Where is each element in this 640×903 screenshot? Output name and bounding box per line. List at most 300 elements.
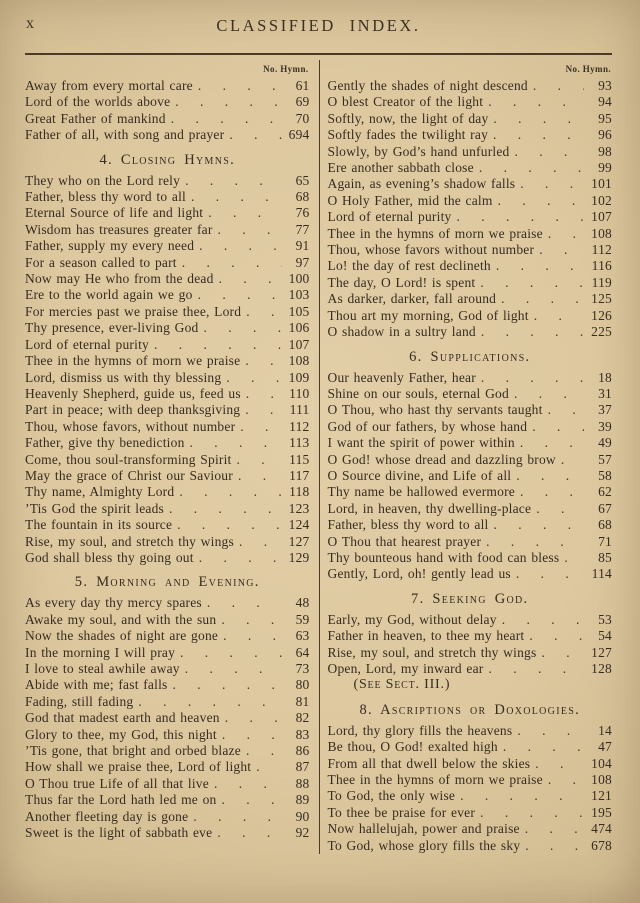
hymn-number: 678 — [591, 837, 612, 853]
dot-leader — [517, 723, 584, 739]
dot-leader — [226, 370, 281, 386]
hymn-number: 71 — [598, 533, 612, 549]
index-entry — [328, 517, 613, 533]
hymn-title: Now may He who from the dead — [25, 271, 214, 287]
dot-leader — [245, 353, 281, 369]
hymn-number: 108 — [591, 772, 612, 788]
dot-leader — [494, 517, 585, 533]
hymn-number: 113 — [289, 435, 310, 451]
hymn-number: 93 — [598, 78, 612, 93]
index-entry — [25, 595, 310, 611]
hymn-number: 95 — [598, 110, 612, 126]
hymn-number: 82 — [295, 710, 310, 726]
hymn-number: 73 — [295, 661, 310, 676]
hymn-number: 94 — [598, 94, 612, 110]
hymn-title: Rise, my soul, and stretch thy wings — [25, 533, 234, 549]
dot-leader — [237, 452, 282, 468]
index-entry — [25, 287, 310, 303]
dot-leader — [221, 612, 281, 628]
dot-leader — [229, 127, 281, 143]
dot-leader — [486, 534, 584, 550]
index-entry — [25, 255, 310, 271]
hymn-number: 694 — [288, 127, 310, 143]
index-entry — [328, 226, 613, 242]
index-entry — [328, 838, 613, 854]
hymn-title: Father in heaven, to thee my heart — [327, 628, 525, 644]
hymn-number: 107 — [288, 336, 310, 352]
index-entry — [25, 452, 310, 468]
dot-leader — [246, 304, 281, 320]
hymn-number: 76 — [295, 205, 310, 221]
hymn-title: Gently, Lord, oh! gently lead us — [327, 566, 511, 582]
index-entry — [25, 94, 310, 110]
hymn-number: 117 — [289, 467, 310, 483]
hymn-title: Part in peace; with deep thanksgiving — [25, 402, 241, 418]
hymn-number: 88 — [295, 775, 310, 791]
hymn-title: May the grace of Christ our Saviour — [25, 467, 233, 483]
index-entry — [25, 402, 310, 418]
hymn-number: 99 — [598, 160, 612, 176]
hymn-number: 195 — [591, 804, 612, 820]
hymn-title: Thou art my morning, God of light — [327, 307, 529, 323]
hymn-number: 128 — [591, 661, 612, 676]
dot-leader — [503, 739, 584, 755]
index-entry — [328, 324, 613, 340]
dot-leader — [541, 645, 584, 661]
index-entry — [25, 534, 310, 550]
hymn-title: Eternal Source of life and light — [25, 205, 204, 221]
index-entry — [328, 484, 613, 500]
dot-leader — [154, 337, 282, 353]
dot-leader — [534, 308, 584, 324]
index-entry — [25, 271, 310, 287]
dot-leader — [203, 320, 281, 336]
hymn-number: 118 — [289, 484, 310, 500]
hymn-title: O Thou, who hast thy servants taught — [327, 402, 543, 418]
hymn-title: O Holy Father, mid the calm — [327, 192, 493, 208]
index-entry — [328, 419, 613, 435]
dot-leader — [199, 550, 282, 566]
page-title: CLASSIFIED INDEX. — [216, 16, 421, 35]
hymn-number: 106 — [288, 320, 310, 336]
hymn-number: 81 — [295, 693, 310, 709]
dot-leader — [179, 484, 281, 500]
index-entry — [25, 825, 310, 841]
hymn-title: Thy name be hallowed evermore — [327, 484, 515, 500]
dot-leader — [240, 419, 281, 435]
hymn-number: 69 — [295, 94, 310, 110]
index-entry — [25, 694, 310, 710]
index-entry — [328, 308, 613, 324]
index-entry — [25, 661, 310, 677]
index-entry — [25, 111, 310, 127]
index-entry — [328, 242, 613, 258]
dot-leader — [548, 772, 584, 788]
hymn-title: I want the spirit of power within — [327, 435, 515, 451]
dot-leader — [191, 189, 282, 205]
column-header-left: No. Hymn. — [263, 64, 309, 74]
hymn-title: Now hallelujah, power and praise — [327, 821, 520, 837]
dot-leader — [198, 287, 282, 303]
hymn-number: 47 — [598, 739, 612, 755]
index-entry — [328, 127, 613, 143]
index-entry — [25, 776, 310, 792]
dot-leader — [535, 756, 584, 772]
hymn-number: 116 — [591, 258, 612, 274]
index-entry — [328, 452, 613, 468]
dot-leader — [493, 111, 584, 127]
dot-leader — [502, 612, 584, 628]
hymn-number: 90 — [295, 808, 310, 824]
hymn-number: 31 — [598, 385, 612, 401]
index-entry — [25, 809, 310, 825]
hymn-number: 97 — [295, 254, 310, 270]
hymn-number: 127 — [591, 644, 612, 660]
hymn-number: 68 — [295, 189, 310, 205]
dot-leader — [169, 501, 281, 517]
dot-leader — [256, 759, 281, 775]
hymn-title: Thee in the hymns of morn we praise — [327, 225, 543, 241]
dot-leader — [516, 566, 584, 582]
index-entry — [25, 677, 310, 693]
hymn-title: Away from every mortal care — [25, 78, 193, 93]
hymn-title: Now the shades of night are gone — [25, 628, 219, 644]
hymn-number: 85 — [598, 549, 612, 565]
hymn-title: Slowly, by God’s hand unfurled — [327, 143, 510, 159]
hymn-title: Lord of eternal purity — [327, 209, 452, 225]
dot-leader — [498, 193, 584, 209]
dot-leader — [529, 628, 584, 644]
page-number: x — [26, 15, 34, 32]
index-entry — [25, 320, 310, 336]
hymn-number: 89 — [295, 792, 310, 808]
index-entry — [328, 501, 613, 517]
index-entry — [328, 821, 613, 837]
hymn-title: Our heavenly Father, hear — [327, 369, 476, 385]
dot-leader — [180, 645, 281, 661]
dot-leader — [493, 127, 584, 143]
index-entry — [25, 759, 310, 775]
hymn-title: For mercies past we praise thee, Lord — [25, 303, 242, 319]
index-entry — [328, 435, 613, 451]
hymn-title: Father, supply my every need — [25, 238, 195, 254]
index-entry — [25, 468, 310, 484]
hymn-number: 96 — [598, 127, 612, 143]
hymn-number: 18 — [598, 369, 612, 385]
hymn-number: 91 — [295, 238, 310, 254]
hymn-number: 77 — [295, 221, 310, 237]
hymn-title: Be thou, O God! exalted high — [327, 739, 498, 755]
hymn-title: Lord, dismiss us with thy blessing — [25, 369, 222, 385]
hymn-title: Thou, whose favors without number — [327, 242, 535, 258]
hymn-number: 125 — [591, 291, 612, 307]
hymn-title: Another fleeting day is gone — [25, 808, 189, 824]
hymn-title: I love to steal awhile away — [25, 661, 180, 676]
hymn-title: Glory to thee, my God, this night — [25, 726, 217, 742]
hymn-number: 103 — [288, 287, 310, 303]
hymn-number: 111 — [289, 402, 310, 418]
hymn-number: 86 — [295, 743, 310, 759]
hymn-title: Fading, still fading — [25, 693, 134, 709]
cross-reference-note: (See Sect. III.) — [353, 677, 451, 693]
hymn-title: ’Tis gone, that bright and orbed blaze — [25, 743, 241, 759]
hymn-title: Gently the shades of night descend — [327, 78, 528, 93]
dot-leader — [207, 595, 282, 611]
hymn-title: O shadow in a sultry land — [327, 324, 476, 340]
dot-leader — [193, 809, 281, 825]
dot-leader — [239, 534, 282, 550]
hymn-number: 110 — [289, 385, 310, 401]
dot-leader — [208, 205, 281, 221]
hymn-title: God shall bless thy going out — [25, 549, 194, 565]
hymn-number: 119 — [591, 274, 612, 290]
dot-leader — [520, 435, 584, 451]
hymn-title: ’Tis God the spirit leads — [25, 500, 165, 516]
hymn-number: 108 — [591, 225, 612, 241]
hymn-number: 129 — [288, 549, 310, 565]
hymn-title: Lord of eternal purity — [25, 336, 149, 352]
hymn-number: 107 — [591, 209, 612, 225]
dot-leader — [182, 255, 282, 271]
hymn-title: How shall we praise thee, Lord of light — [25, 759, 252, 775]
index-entry — [25, 710, 310, 726]
right-column-rows — [328, 78, 613, 854]
hymn-title: God that madest earth and heaven — [25, 710, 220, 726]
dot-leader — [480, 805, 584, 821]
index-entry — [25, 353, 310, 369]
hymn-title: To God, whose glory fills the sky — [327, 837, 521, 853]
index-entry — [328, 534, 613, 550]
dot-leader — [516, 468, 584, 484]
hymn-number: 109 — [288, 369, 310, 385]
dot-leader — [520, 176, 584, 192]
index-entry — [25, 173, 310, 189]
section-heading: 5. Morning and Evening. — [74, 574, 260, 591]
hymn-number: 92 — [295, 825, 310, 841]
hymn-number: 87 — [295, 759, 310, 775]
index-entry — [25, 501, 310, 517]
dot-leader — [177, 517, 281, 533]
hymn-title: Thus far the Lord hath led me on — [25, 792, 217, 808]
hymn-title: O blest Creator of the light — [327, 94, 484, 110]
dot-leader — [138, 694, 281, 710]
hymn-number: 70 — [295, 110, 310, 126]
index-entry — [25, 484, 310, 500]
hymn-title: As every day thy mercy spares — [25, 595, 202, 611]
dot-leader — [488, 94, 584, 110]
index-entry — [328, 275, 613, 291]
hymn-title: O Thou true Life of all that live — [25, 775, 209, 791]
dot-leader — [533, 78, 584, 94]
dot-leader — [245, 402, 281, 418]
hymn-title: O God! whose dread and dazzling brow — [327, 451, 556, 467]
hymn-title: Lord, thy glory fills the heavens — [327, 722, 513, 738]
index-entry — [328, 402, 613, 418]
hymn-number: 59 — [295, 611, 310, 627]
hymn-title: Ere another sabbath close — [327, 160, 474, 176]
hymn-title: Open, Lord, my inward ear — [327, 661, 484, 676]
hymn-title: Rise, my soul, and stretch thy wings — [327, 644, 537, 660]
index-entry — [328, 144, 613, 160]
hymn-title: O Thou that hearest prayer — [327, 533, 482, 549]
index-entry — [25, 792, 310, 808]
index-entry — [25, 419, 310, 435]
hymn-title: God of our fathers, by whose hand — [327, 418, 528, 434]
hymn-number: 61 — [295, 78, 310, 93]
hymn-number: 112 — [289, 418, 310, 434]
hymn-title: Come, thou soul-transforming Spirit — [25, 451, 232, 467]
hymn-number: 49 — [598, 435, 612, 451]
index-entry — [25, 435, 310, 451]
hymn-title: To thee be praise for ever — [327, 804, 476, 820]
hymn-number: 58 — [598, 467, 612, 483]
hymn-number: 114 — [591, 566, 612, 582]
hymn-title: Father, bless thy word to all — [327, 517, 489, 533]
hymn-title: Wisdom has treasures greater far — [25, 221, 213, 237]
index-entry — [25, 386, 310, 402]
dot-leader — [548, 226, 584, 242]
hymn-number: 14 — [598, 722, 612, 738]
index-entry — [25, 337, 310, 353]
hymn-number: 121 — [591, 788, 612, 804]
page-header — [0, 0, 640, 46]
index-entry — [328, 645, 613, 661]
hymn-number: 80 — [295, 677, 310, 693]
index-entry — [25, 743, 310, 759]
section-heading: 4. Closing Hymns. — [99, 151, 236, 168]
index-entry — [25, 222, 310, 238]
hymn-number: 64 — [295, 644, 310, 660]
dot-leader — [460, 788, 584, 804]
hymn-title: In the morning I will pray — [25, 644, 176, 660]
dot-leader — [217, 825, 281, 841]
hymn-title: Sweet is the light of sabbath eve — [25, 825, 213, 841]
hymn-title: Lo! the day of rest declineth — [327, 258, 491, 274]
index-entry — [328, 550, 613, 566]
hymn-title: As darker, darker, fall around — [327, 291, 497, 307]
index-entry — [25, 550, 310, 566]
hymn-title: Thy bounteous hand with food can bless — [327, 549, 560, 565]
dot-leader — [564, 550, 584, 566]
hymn-title: Again, as evening’s shadow falls — [327, 176, 516, 192]
dot-leader — [481, 370, 584, 386]
index-entry — [328, 209, 613, 225]
hymn-title: The day, O Lord! is spent — [327, 274, 476, 290]
index-entry — [328, 788, 613, 804]
left-column — [25, 60, 310, 854]
hymn-number: 63 — [295, 628, 310, 644]
dot-leader — [225, 710, 282, 726]
dot-leader — [223, 628, 281, 644]
dot-leader — [175, 94, 281, 110]
dot-leader — [218, 222, 282, 238]
dot-leader — [496, 258, 584, 274]
dot-leader — [480, 275, 584, 291]
index-entry — [25, 78, 310, 94]
index-entry — [25, 517, 310, 533]
hymn-number: 98 — [598, 143, 612, 159]
index-entry — [328, 739, 613, 755]
hymn-title: Awake my soul, and with the sun — [25, 611, 217, 627]
hymn-number: 112 — [591, 242, 612, 258]
hymn-title: Father, bless thy word to all — [25, 189, 186, 205]
index-entry — [25, 189, 310, 205]
hymn-number: 115 — [289, 451, 310, 467]
hymn-number: 474 — [591, 821, 612, 837]
index-entry — [328, 176, 613, 192]
hymn-number: 39 — [598, 418, 612, 434]
hymn-number: 67 — [598, 500, 612, 516]
dot-leader — [199, 238, 281, 254]
hymn-title: Father of all, with song and prayer — [25, 127, 225, 143]
index-entry — [328, 193, 613, 209]
hymn-number: 62 — [598, 484, 612, 500]
hymn-title: Lord, in heaven, thy dwelling-place — [327, 500, 532, 516]
index-entry — [328, 291, 613, 307]
dot-leader — [532, 419, 584, 435]
hymn-title: From all that dwell below the skies — [327, 755, 531, 771]
dot-leader — [246, 743, 282, 759]
right-column — [319, 60, 613, 854]
dot-leader — [501, 291, 584, 307]
section-heading: 8. Ascriptions or Doxologies. — [359, 701, 581, 718]
dot-leader — [190, 435, 282, 451]
hymn-number: 57 — [598, 451, 612, 467]
dot-leader — [525, 838, 584, 854]
hymn-number: 108 — [288, 353, 310, 369]
hymn-number: 101 — [591, 176, 612, 192]
hymn-title: Ere to the world again we go — [25, 287, 193, 303]
index-entry — [25, 628, 310, 644]
index-entry — [328, 370, 613, 386]
hymn-number: 37 — [598, 402, 612, 418]
hymn-number: 126 — [591, 307, 612, 323]
dot-leader — [548, 402, 584, 418]
dot-leader — [456, 209, 584, 225]
dot-leader — [172, 677, 281, 693]
left-column-rows — [25, 78, 310, 841]
hymn-title: Abide with me; fast falls — [25, 677, 168, 693]
index-entry — [328, 258, 613, 274]
dot-leader — [488, 661, 584, 677]
hymn-title: To God, the only wise — [327, 788, 456, 804]
dot-leader — [246, 386, 282, 402]
hymn-number: 225 — [591, 324, 612, 340]
hymn-title: Thy presence, ever-living God — [25, 320, 199, 336]
index-entry — [328, 772, 613, 788]
dot-leader — [222, 727, 282, 743]
hymn-number: 105 — [288, 303, 310, 319]
hymn-title: For a season called to part — [25, 254, 177, 270]
dot-leader — [539, 242, 584, 258]
hymn-number: 104 — [591, 755, 612, 771]
hymn-title: Father, give thy benediction — [25, 435, 185, 451]
index-entry — [25, 645, 310, 661]
hymn-number: 124 — [288, 517, 310, 533]
index-entry — [25, 238, 310, 254]
hymn-title: Thee in the hymns of morn we praise — [25, 353, 241, 369]
hymn-number: 100 — [288, 271, 310, 287]
hymn-number: 127 — [288, 533, 310, 549]
hymn-number: 83 — [295, 726, 310, 742]
hymn-title: Early, my God, without delay — [327, 611, 497, 627]
index-entry — [328, 566, 613, 582]
section-heading: 7. Seeking God. — [411, 590, 529, 607]
hymn-number: 65 — [295, 172, 310, 188]
dot-leader — [214, 776, 282, 792]
index-entry — [25, 205, 310, 221]
index-entry — [25, 727, 310, 743]
